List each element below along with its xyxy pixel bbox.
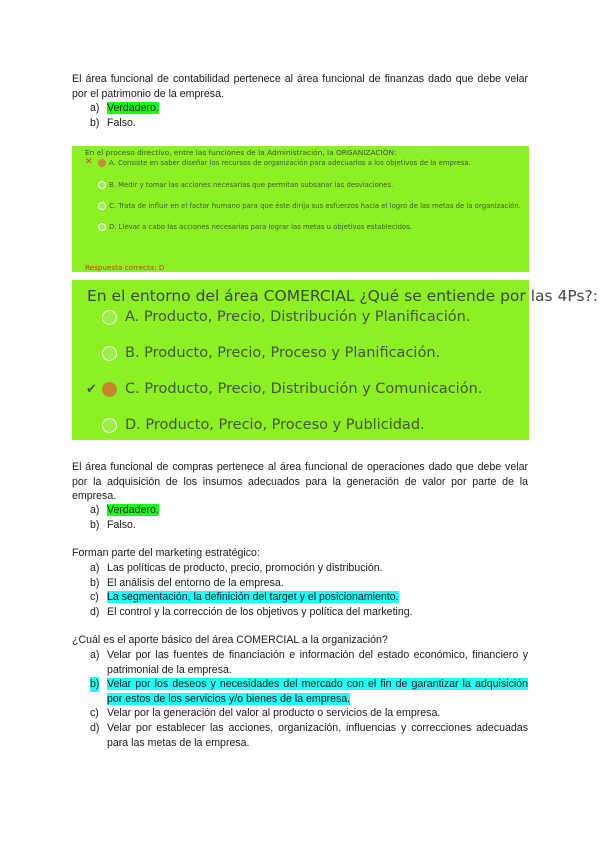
screenshot-option-a: A. Producto, Precio, Distribución y Planificación. xyxy=(102,309,470,325)
option-text-highlighted: Verdadero. xyxy=(107,504,159,516)
screenshot-option-b: B. Medir y tomar las acciones necesarias que permitan subsanar las desviaciones. xyxy=(98,181,393,189)
screenshot-option-c: C. Trata de influir en el factor humano para que éste dirija sus esfuerzos hacia el logro de las metas de la organización. xyxy=(98,202,521,210)
screenshot-option-d: D. Llevar a cabo las acciones necesarias para lograr las metas u objetivos establecidos. xyxy=(98,223,412,231)
option-text-highlighted: Verdadero. xyxy=(107,102,159,114)
question-3-option-d: d) El control y la corrección de los objetivos y política del marketing. xyxy=(90,605,413,618)
cross-icon: ✕ xyxy=(85,157,93,167)
option-text: Las políticas de producto, precio, promoción y distribución. xyxy=(107,562,383,574)
screenshot-question: En el proceso directivo, entre las funciones de la Administración, la ORGANIZACIÓN: xyxy=(85,148,397,157)
question-4-options xyxy=(72,648,528,750)
radio-selected-icon xyxy=(98,159,106,167)
question-3-text: Forman parte del marketing estratégico: xyxy=(72,547,260,559)
screenshot-option-d: D. Producto, Precio, Proceso y Publicidad. xyxy=(102,417,425,433)
option-text: El análisis del entorno de la empresa. xyxy=(107,576,284,589)
option-text: Falso. xyxy=(107,116,136,129)
radio-icon xyxy=(102,418,117,433)
question-1-option-a: a) Verdadero. xyxy=(90,102,159,114)
radio-icon xyxy=(98,181,106,189)
question-1-text: El área funcional de contabilidad pertenece al área funcional de finanzas dado que debe velar por el patrimonio de la empresa. xyxy=(72,73,528,100)
option-text: Falso. xyxy=(107,518,136,531)
option-text-highlighted: La segmentación, la definición del target y el posicionamiento. xyxy=(107,591,399,604)
question-2-option-b: b) Falso. xyxy=(90,518,136,531)
question-1-options xyxy=(72,101,528,130)
option-text: El control y la corrección de los objetivos y política del marketing. xyxy=(107,605,413,618)
radio-icon xyxy=(102,310,117,325)
quiz-screenshot-organizacion xyxy=(72,146,529,272)
question-4-option-c: c) Velar por la generación del valor al producto o servicios de la empresa. xyxy=(90,707,441,720)
screenshot-question: En el entorno del área COMERCIAL ¿Qué se entiende por las 4Ps?: xyxy=(87,287,598,305)
question-4-text: ¿Cuál es el aporte básico del área COMERCIAL a la organización? xyxy=(72,634,388,646)
question-2-option-a: a) Verdadero. xyxy=(90,504,159,516)
question-2-options xyxy=(72,503,528,532)
screenshot-option-a: A. Consiste en saber diseñar los recursos de organización para adecuarlos a los objetivos de la empresa. xyxy=(98,159,471,167)
option-text: Velar por la generación del valor al producto o servicios de la empresa. xyxy=(107,707,441,720)
screenshot-option-c: C. Producto, Precio, Distribución y Comunicación. xyxy=(102,381,482,397)
radio-icon xyxy=(102,346,117,361)
radio-selected-icon xyxy=(102,382,117,397)
question-4-option-d: d) Velar por establecer las acciones, organización, influencias y correcciones adecuadas para las metas de la empresa. xyxy=(90,721,528,749)
check-icon: ✔ xyxy=(86,382,97,397)
question-3-option-c: c) La segmentación, la definición del target y el posicionamiento. xyxy=(90,591,399,604)
question-3-option-a: a) Las políticas de producto, precio, promoción y distribución. xyxy=(90,562,383,574)
question-3-option-b: b) El análisis del entorno de la empresa. xyxy=(90,576,284,589)
question-3-options xyxy=(72,561,528,619)
correct-answer-label: Respuesta correcta: D xyxy=(85,263,165,272)
screenshot-option-b: B. Producto, Precio, Proceso y Planificación. xyxy=(102,345,440,361)
radio-icon xyxy=(98,223,106,231)
option-text: Velar por establecer las acciones, organización, influencias y correcciones adecuadas para las metas de la empresa. xyxy=(107,721,528,749)
quiz-screenshot-4ps xyxy=(72,280,598,440)
radio-icon xyxy=(98,202,106,210)
question-1-option-b: b) Falso. xyxy=(90,116,136,129)
option-text: Velar por las fuentes de financiación e información del estado económico, financiero y patrimonial de la empresa. xyxy=(107,649,528,676)
question-2-text: El área funcional de compras pertenece al área funcional de operaciones dado que debe velar por la adquisición de los insumos adecuados para la generación de valor por parte de la empresa. xyxy=(72,461,528,503)
question-4-option-a: a) Velar por las fuentes de financiación e información del estado económico, financiero y patrimonial de la empresa. xyxy=(90,649,528,676)
question-4-option-b: b) Velar por los deseos y necesidades del mercado con el fin de garantizar la adquisición por estos de los servicios y/o bienes de la empresa. xyxy=(90,678,528,705)
option-text-highlighted: Velar por los deseos y necesidades del mercado con el fin de garantizar la adquisición por estos de los servicios y/o bienes de la empresa. xyxy=(107,678,528,705)
